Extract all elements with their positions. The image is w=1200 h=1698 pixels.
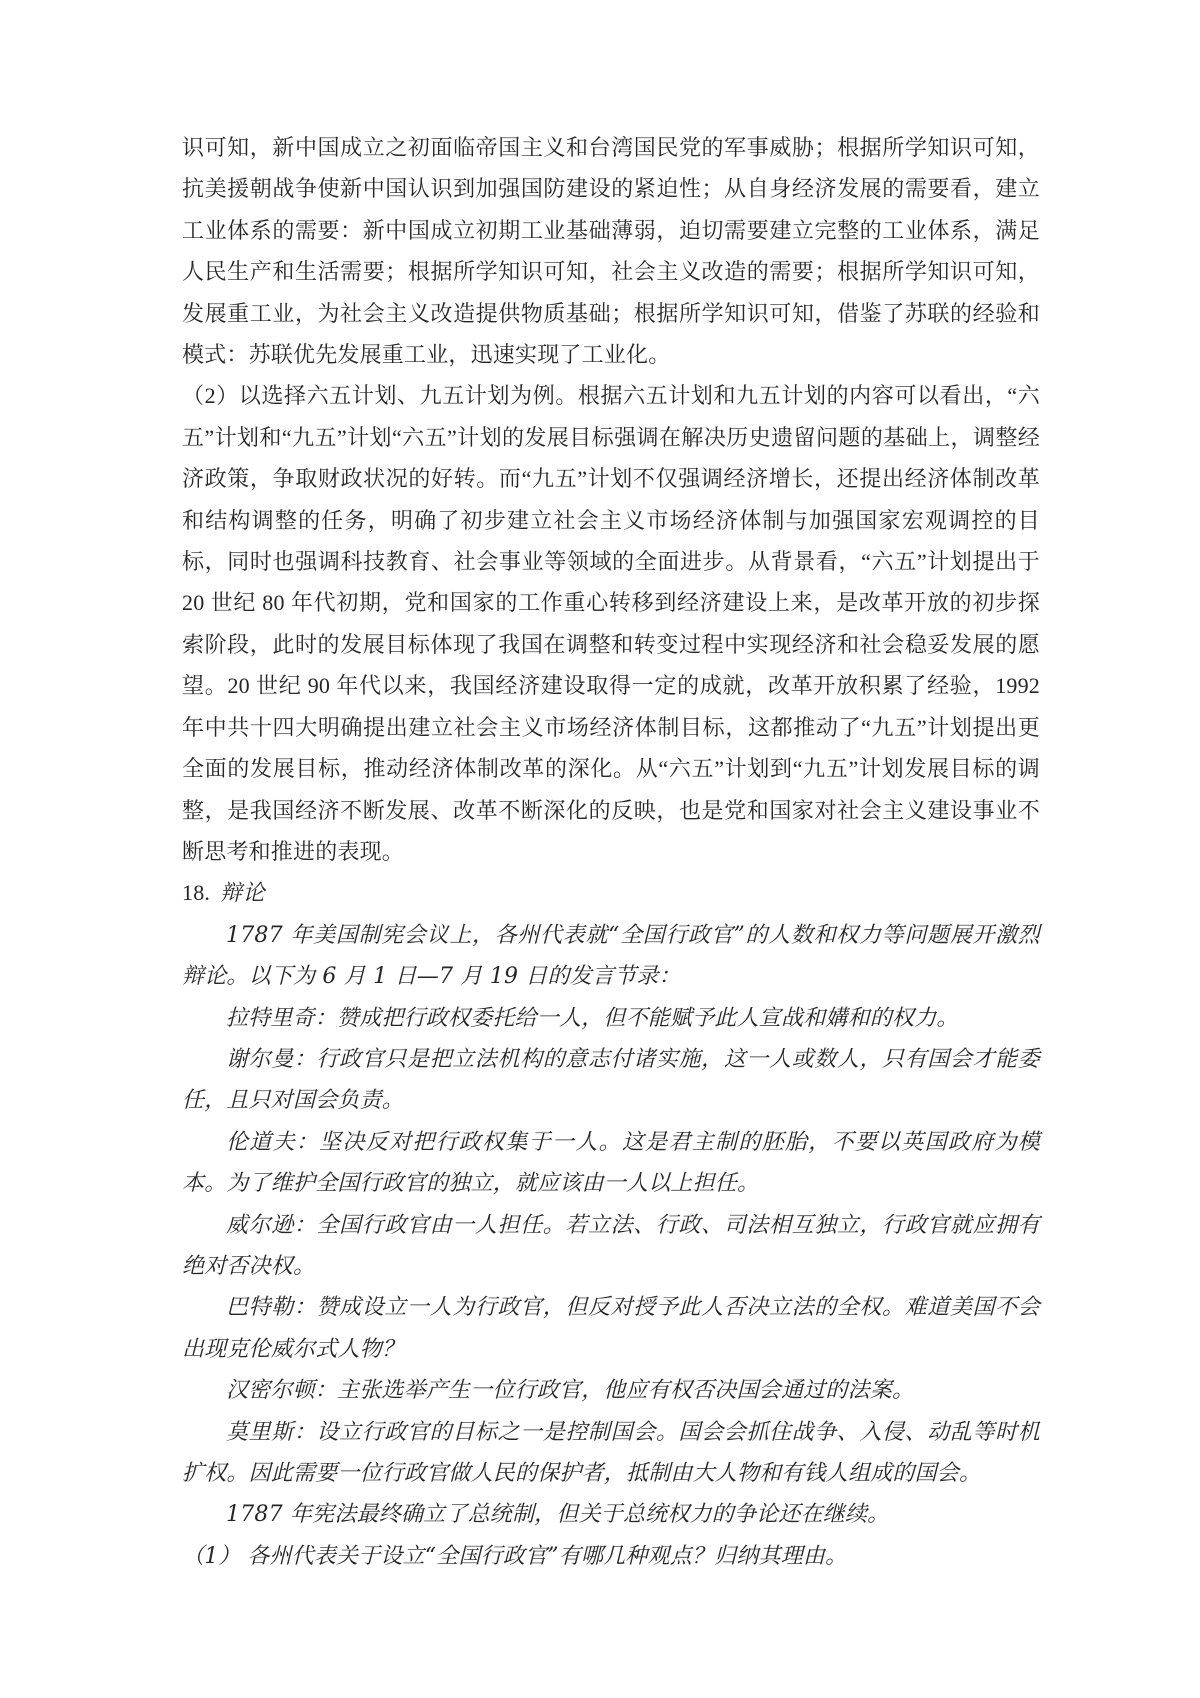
question-18-title: 辩论: [220, 881, 266, 907]
sub-question-1-text: 各州代表关于设立“全国行政官”有哪几种观点？归纳其理由。: [247, 1543, 848, 1569]
speech-morris: 莫里斯：设立行政官的目标之一是控制国会。国会会抓住战争、入侵、动乱等时机扩权。因此需要一位行政官做人民的保护者，抵制由大人物和有钱人组成的国会。: [182, 1419, 1040, 1486]
speech-randolph: 伦道夫：坚决反对把行政权集于一人。这是君主制的胚胎，不要以英国政府为模本。为了维护全国行政官的独立，就应该由一人以上担任。: [182, 1129, 1040, 1197]
material-intro-paragraph: 1787 年美国制宪会议上，各州代表就“全国行政官”的人数和权力等问题展开激烈辩论。以下为 6 月 1 日—7 月 19 日的发言节录：: [182, 922, 1040, 990]
speech-rutledge: 拉特里奇：赞成把行政权委托给一人，但不能赋予此人宣战和媾和的权力。: [226, 1005, 959, 1031]
speech-sherman: 谢尔曼：行政官只是把立法机构的意志付诸实施，这一人或数人，只有国会才能委任，且只对国会负责。: [182, 1046, 1040, 1114]
answer-paragraph-continuation: 识可知，新中国成立之初面临帝国主义和台湾国民党的军事威胁；根据所学知识可知，抗美援朝战争使新中国认识到加强国防建设的紧迫性；从自身经济发展的需要看，建立工业体系的需要：新中国成立初期工业基础薄弱，迫切需要建立完整的工业体系，满足人民生产和生活需要；根据所学知识可知，社会主义改造的需要；根据所学知识可知，发展重工业，为社会主义改造提供物质基础；根据所学知识可知，借鉴了苏联的经验和模式：苏联优先发展重工业，迅速实现了工业化。: [182, 135, 1040, 368]
sub-question-1: [182, 1536, 1040, 1577]
material-conclusion-paragraph: 1787 年宪法最终确立了总统制，但关于总统权力的争论还在继续。: [226, 1502, 890, 1528]
question-18-number: 18.: [182, 880, 211, 906]
document-text-block: [182, 127, 1040, 1577]
question-18-heading: [182, 872, 1040, 914]
answer-paragraph-part2: （2）以选择六五计划、九五计划为例。根据六五计划和九五计划的内容可以看出，“六五”计划和“九五”计划“六五”计划的发展目标强调在解决历史遗留问题的基础上，调整经济政策，争取财政状况的好转。而“九五”计划不仅强调经济增长，还提出经济体制改革和结构调整的任务，明确了初步建立社会主义市场经济体制与加强国家宏观调控的目标，同时也强调科技教育、社会事业等领域的全面进步。从背景看，“六五”计划提出于 20 世纪 80 年代初期，党和国家的工作重心转移到经济建设上来，是改革开放的初步探索阶段，此时的发展目标体现了我国在调整和转变过程中实现经济和社会稳妥发展的愿望。20 世纪 90 年代以来，我国经济建设取得一定的成就，改革开放积累了经验，1992 年中共十四大明确提出建立社会主义市场经济体制目标，这都推动了“九五”计划提出更全面的发展目标，推动经济体制改革的深化。从“六五”计划到“九五”计划发展目标的调整，是我国经济不断发展、改革不断深化的反映，也是党和国家对社会主义建设事业不断思考和推进的表现。: [182, 383, 1040, 864]
speech-wilson: 威尔逊：全国行政官由一人担任。若立法、行政、司法相互独立，行政官就应拥有绝对否决权。: [182, 1212, 1040, 1279]
speech-butler: 巴特勒：赞成设立一人为行政官，但反对授予此人否决立法的全权。难道美国不会出现克伦威尔式人物？: [182, 1295, 1040, 1362]
sub-question-1-label: （1）: [182, 1543, 241, 1569]
speech-hamilton: 汉密尔顿：主张选举产生一位行政官，他应有权否决国会通过的法案。: [226, 1378, 915, 1404]
